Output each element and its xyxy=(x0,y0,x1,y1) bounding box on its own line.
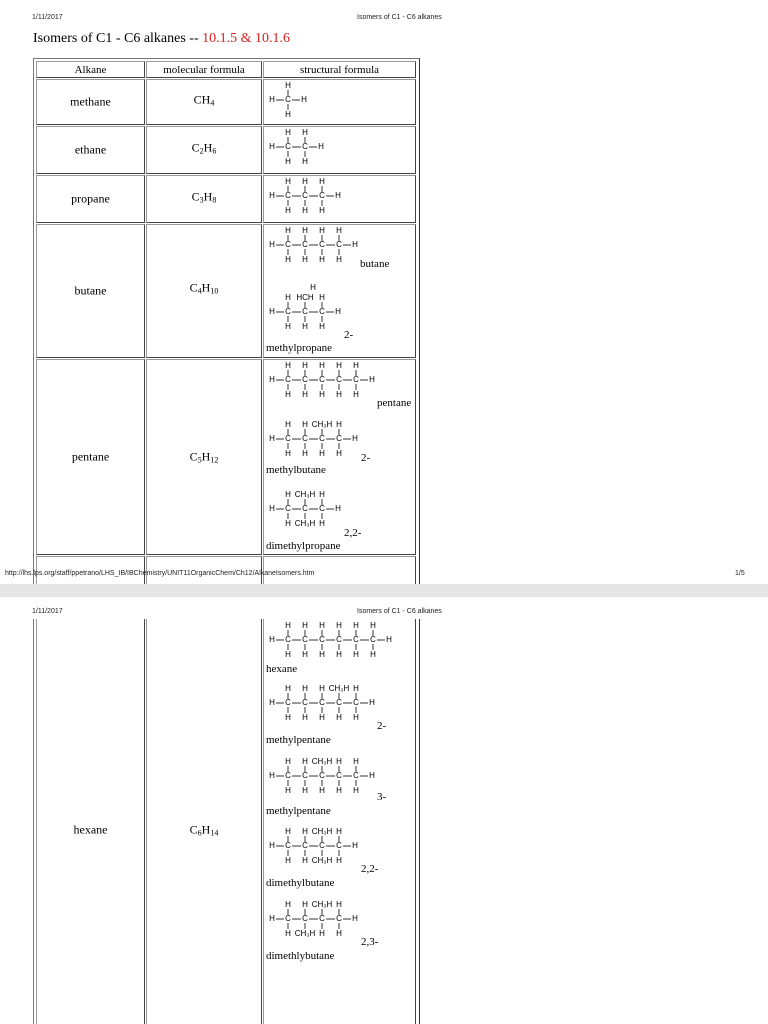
atom-h-left: H xyxy=(269,504,275,514)
atom-substituent-top: H xyxy=(319,621,325,631)
atom-carbon: C xyxy=(285,191,291,201)
atom-carbon: C xyxy=(285,698,291,708)
atom-substituent-bottom: H xyxy=(319,255,325,265)
atom-carbon: C xyxy=(336,914,342,924)
atom-substituent-bottom: H xyxy=(302,449,308,459)
isomer-label-2-2-dimethylbutane-prefix: 2,2- xyxy=(361,863,379,875)
isomer-table-continued xyxy=(33,619,420,1024)
footer-url[interactable]: http://lhs.lps.org/staff/ppetrano/LHS_IB/IBChemistry/UNIT11OrganicChem/Ch12/AlkaneIsomers.htm xyxy=(5,570,315,577)
atom-substituent-bottom: H xyxy=(302,390,308,400)
atom-h-right: H xyxy=(369,698,375,708)
atom-carbon: C xyxy=(302,914,308,924)
isomer-label-2-methylpentane-prefix: 2- xyxy=(377,720,387,732)
atom-carbon: C xyxy=(319,375,325,385)
atom-substituent-bottom: H xyxy=(319,650,325,660)
2-3-dimethylbutane-structure-diagram xyxy=(268,902,361,938)
atom-h-left: H xyxy=(269,698,275,708)
atom-h-left: H xyxy=(269,240,275,250)
document-page-2 xyxy=(0,597,768,1024)
atom-substituent-bottom: CH₃H xyxy=(311,856,333,866)
atom-substituent-bottom: H xyxy=(302,786,308,796)
3-methylpentane-structure-diagram xyxy=(268,759,378,795)
row-hexane-structure xyxy=(263,619,416,1024)
atom-substituent-top: H xyxy=(336,420,342,430)
butane-structure-diagram xyxy=(268,228,361,264)
atom-substituent-bottom: H xyxy=(285,786,291,796)
atom-h-right: H xyxy=(335,504,341,514)
atom-carbon: C xyxy=(302,698,308,708)
row-propane-structure xyxy=(263,175,416,223)
atom-carbon: C xyxy=(302,142,308,152)
atom-substituent-top: HCH xyxy=(296,293,314,303)
atom-substituent-top: H xyxy=(285,621,291,631)
atom-carbon: C xyxy=(319,191,325,201)
isomer-label-methylpropane: methylpropane xyxy=(266,342,332,354)
atom-substituent-bottom: H xyxy=(353,786,359,796)
atom-carbon: C xyxy=(353,375,359,385)
atom-substituent-top: H xyxy=(353,684,359,694)
atom-substituent-bottom: H xyxy=(302,255,308,265)
atom-substituent-top: H xyxy=(336,226,342,236)
atom-substituent-top: H xyxy=(319,293,325,303)
isomer-label-hexane: hexane xyxy=(266,663,298,675)
atom-substituent-top: H xyxy=(302,827,308,837)
isomer-label-2-prefix: 2- xyxy=(344,329,354,341)
row-ethane-name: ethane xyxy=(36,126,145,174)
row-methane-formula: $CH_4$ xyxy=(146,79,262,125)
atom-substituent-top: H xyxy=(336,757,342,767)
header-cell-molecular-formula: molecular formula xyxy=(146,61,262,78)
isomer-label-2-2-prefix: 2,2- xyxy=(344,527,362,539)
row-butane-structure xyxy=(263,224,416,358)
atom-substituent-bottom: H xyxy=(319,713,325,723)
atom-h-right: H xyxy=(335,191,341,201)
row-butane-formula: $C_4H_{10}$ xyxy=(146,224,262,358)
atom-substituent-top: H xyxy=(285,177,291,187)
row-hexane-formula: $C_6H_{14}$ xyxy=(146,619,262,1024)
atom-carbon: C xyxy=(285,142,291,152)
atom-carbon: C xyxy=(285,635,291,645)
row-propane-name: propane xyxy=(36,175,145,223)
atom-substituent-bottom: H xyxy=(285,255,291,265)
atom-substituent-top: CH₃H xyxy=(311,757,333,767)
atom-substituent-top: H xyxy=(370,621,376,631)
atom-carbon: C xyxy=(353,635,359,645)
row-ethane-formula: $C_2H_6$ xyxy=(146,126,262,174)
atom-substituent-bottom: H xyxy=(302,650,308,660)
atom-substituent-top: H xyxy=(319,490,325,500)
atom-carbon: C xyxy=(319,307,325,317)
row-methane-name: methane xyxy=(36,79,145,125)
title-reference: 10.1.5 & 10.1.6 xyxy=(202,31,291,46)
row-ethane-structure xyxy=(263,126,416,174)
atom-carbon: C xyxy=(336,771,342,781)
atom-substituent-bottom: H xyxy=(336,650,342,660)
atom-substituent-top: CH₃H xyxy=(294,490,316,500)
dimethylpropane-structure-diagram xyxy=(268,492,344,528)
atom-h-left: H xyxy=(269,375,275,385)
row-pentane-formula: $C_5H_{12}$ xyxy=(146,359,262,555)
atom-substituent-bottom: H xyxy=(319,519,325,529)
atom-carbon: C xyxy=(336,841,342,851)
atom-substituent-bottom: H xyxy=(336,786,342,796)
atom-carbon: C xyxy=(353,698,359,708)
atom-substituent-top: CH₃H xyxy=(311,827,333,837)
atom-substituent-top: H xyxy=(336,827,342,837)
atom-substituent-top: H xyxy=(285,226,291,236)
atom-substituent-bottom: H xyxy=(319,786,325,796)
atom-carbon: C xyxy=(302,375,308,385)
title-main: Isomers of C1 - C6 alkanes -- xyxy=(33,31,203,46)
atom-substituent-top: H xyxy=(285,293,291,303)
methylpropane-structure-diagram xyxy=(268,283,344,332)
atom-carbon: C xyxy=(319,771,325,781)
atom-substituent-bottom: H xyxy=(336,255,342,265)
isomer-label-3-methylpentane-prefix: 3- xyxy=(377,791,387,803)
atom-substituent-bottom: H xyxy=(285,519,291,529)
header-date: 1/11/2017 xyxy=(32,14,63,21)
atom-substituent-top: H xyxy=(285,900,291,910)
atom-substituent-bottom: H xyxy=(302,157,308,167)
methylbutane-structure-diagram xyxy=(268,422,361,458)
atom-carbon: C xyxy=(319,434,325,444)
isomer-label-3-methylpentane: methylpentane xyxy=(266,805,331,817)
atom-substituent-bottom: H xyxy=(353,650,359,660)
atom-substituent-top: H xyxy=(353,361,359,371)
atom-substituent-bottom: H xyxy=(319,449,325,459)
atom-carbon: C xyxy=(285,914,291,924)
isomer-label-pentane: pentane xyxy=(377,397,412,409)
atom-substituent-bottom: H xyxy=(285,929,291,939)
row-methane-structure xyxy=(263,79,416,125)
atom-substituent-top: H xyxy=(319,177,325,187)
isomer-label-2-3-dimethylbutane-prefix: 2,3- xyxy=(361,936,379,948)
atom-substituent-top: CH₃H xyxy=(328,684,350,694)
atom-carbon: C xyxy=(285,307,291,317)
atom-carbon: C xyxy=(302,307,308,317)
atom-substituent-top: H xyxy=(302,420,308,430)
atom-substituent-bottom: H xyxy=(353,390,359,400)
atom-substituent-bottom: H xyxy=(319,929,325,939)
ethane-structure-diagram xyxy=(268,130,327,166)
methane-structure-diagram xyxy=(268,83,310,119)
atom-substituent-top: H xyxy=(319,361,325,371)
atom-h-left: H xyxy=(269,635,275,645)
atom-carbon: C xyxy=(302,240,308,250)
atom-substituent-top: H xyxy=(319,226,325,236)
atom-substituent-top: H xyxy=(285,420,291,430)
atom-carbon: C xyxy=(336,698,342,708)
isomer-label-methylbutane: methylbutane xyxy=(266,464,326,476)
atom-substituent-bottom: H xyxy=(285,713,291,723)
atom-carbon: C xyxy=(302,841,308,851)
row-pentane-structure xyxy=(263,359,416,555)
atom-h-right: H xyxy=(386,635,392,645)
atom-carbon: C xyxy=(302,504,308,514)
atom-carbon: C xyxy=(319,635,325,645)
atom-substituent-top: H xyxy=(302,684,308,694)
row-hexane-name: hexane xyxy=(36,619,145,1024)
2-2-dimethylbutane-structure-diagram xyxy=(268,829,361,865)
atom-substituent-top: H xyxy=(285,684,291,694)
atom-h-left: H xyxy=(269,434,275,444)
atom-carbon: C xyxy=(302,191,308,201)
header-title-page-2: Isomers of C1 - C6 alkanes xyxy=(357,608,442,615)
atom-carbon: C xyxy=(285,504,291,514)
atom-carbon: C xyxy=(319,504,325,514)
atom-substituent-bottom: H xyxy=(336,856,342,866)
atom-h-right: H xyxy=(352,841,358,851)
atom-substituent-top: H xyxy=(285,361,291,371)
isomer-label-dimethlybutane: dimethlybutane xyxy=(266,950,335,962)
atom-carbon: C xyxy=(285,240,291,250)
atom-substituent-top: H xyxy=(285,81,291,91)
atom-carbon: C xyxy=(353,771,359,781)
isomer-label-methylpentane: methylpentane xyxy=(266,734,331,746)
atom-carbon: C xyxy=(285,95,291,105)
atom-substituent-bottom: H xyxy=(336,390,342,400)
atom-substituent-top: H xyxy=(302,757,308,767)
atom-substituent-top: CH₃H xyxy=(311,900,333,910)
header-cell-structural-formula: structural formula xyxy=(263,61,416,78)
atom-carbon: C xyxy=(336,434,342,444)
atom-substituent-top: H xyxy=(302,900,308,910)
atom-substituent-bottom: H xyxy=(285,856,291,866)
atom-substituent-top: H xyxy=(285,757,291,767)
row-pentane-name: pentane xyxy=(36,359,145,555)
atom-substituent-bottom: H xyxy=(302,713,308,723)
atom-carbon: C xyxy=(302,434,308,444)
atom-substituent-bottom: H xyxy=(285,206,291,216)
atom-h-right: H xyxy=(352,240,358,250)
isomer-label-dimethylpropane: dimethylpropane xyxy=(266,540,341,552)
row-butane-name: butane xyxy=(36,224,145,358)
atom-h-right: H xyxy=(352,434,358,444)
atom-substituent-top: H xyxy=(302,226,308,236)
atom-carbon: C xyxy=(319,914,325,924)
atom-substituent-top: H xyxy=(353,757,359,767)
atom-substituent-bottom: H xyxy=(302,322,308,332)
atom-substituent-bottom: CH₃H xyxy=(294,519,316,529)
isomer-table xyxy=(33,58,420,584)
atom-carbon: C xyxy=(336,240,342,250)
isomer-label-2-methylbutane-prefix: 2- xyxy=(361,452,371,464)
atom-carbon: C xyxy=(319,240,325,250)
atom-carbon: C xyxy=(285,434,291,444)
atom-h-right: H xyxy=(352,914,358,924)
atom-methyl-hydrogen: H xyxy=(310,283,316,293)
atom-substituent-bottom: H xyxy=(370,650,376,660)
atom-substituent-bottom: H xyxy=(285,322,291,332)
atom-carbon: C xyxy=(302,635,308,645)
atom-substituent-top: H xyxy=(336,900,342,910)
header-date-page-2: 1/11/2017 xyxy=(32,608,63,615)
propane-structure-diagram xyxy=(268,179,344,215)
atom-substituent-top: H xyxy=(336,361,342,371)
atom-substituent-top: H xyxy=(302,128,308,138)
atom-substituent-bottom: H xyxy=(285,110,291,120)
atom-substituent-top: H xyxy=(285,827,291,837)
atom-substituent-bottom: H xyxy=(285,650,291,660)
header-cell-alkane: Alkane xyxy=(36,61,145,78)
atom-substituent-top: H xyxy=(285,490,291,500)
atom-carbon: C xyxy=(285,375,291,385)
atom-substituent-bottom: H xyxy=(336,449,342,459)
atom-h-left: H xyxy=(269,307,275,317)
atom-h-right: H xyxy=(318,142,324,152)
page-title xyxy=(33,31,290,47)
footer-page-number: 1/5 xyxy=(735,570,745,577)
atom-h-left: H xyxy=(269,95,275,105)
atom-carbon: C xyxy=(319,698,325,708)
atom-h-left: H xyxy=(269,142,275,152)
pentane-structure-diagram xyxy=(268,363,378,399)
atom-h-left: H xyxy=(269,771,275,781)
atom-substituent-bottom: H xyxy=(285,449,291,459)
atom-carbon: C xyxy=(285,771,291,781)
atom-substituent-top: H xyxy=(302,621,308,631)
isomer-label-butane: butane xyxy=(360,258,390,270)
atom-substituent-bottom: H xyxy=(336,929,342,939)
atom-carbon: C xyxy=(370,635,376,645)
atom-h-right: H xyxy=(369,375,375,385)
atom-substituent-top: H xyxy=(319,684,325,694)
atom-substituent-bottom: H xyxy=(285,157,291,167)
hexane-structure-diagram xyxy=(268,623,395,659)
atom-h-left: H xyxy=(269,841,275,851)
atom-substituent-bottom: H xyxy=(319,206,325,216)
atom-substituent-bottom: H xyxy=(336,713,342,723)
atom-substituent-bottom: H xyxy=(302,856,308,866)
row-propane-formula: $C_3H_8$ xyxy=(146,175,262,223)
atom-h-right: H xyxy=(369,771,375,781)
atom-carbon: C xyxy=(285,841,291,851)
atom-h-right: H xyxy=(335,307,341,317)
atom-substituent-bottom: CH₃H xyxy=(294,929,316,939)
atom-substituent-top: H xyxy=(302,361,308,371)
atom-substituent-top: H xyxy=(353,621,359,631)
atom-substituent-bottom: H xyxy=(319,390,325,400)
atom-substituent-bottom: H xyxy=(319,322,325,332)
atom-carbon: C xyxy=(319,841,325,851)
atom-substituent-top: H xyxy=(336,621,342,631)
atom-h-left: H xyxy=(269,191,275,201)
atom-h-right: H xyxy=(301,95,307,105)
atom-h-left: H xyxy=(269,914,275,924)
atom-substituent-bottom: H xyxy=(285,390,291,400)
atom-substituent-top: H xyxy=(302,177,308,187)
atom-carbon: C xyxy=(336,635,342,645)
atom-substituent-bottom: H xyxy=(302,206,308,216)
atom-substituent-top: H xyxy=(285,128,291,138)
atom-carbon: C xyxy=(336,375,342,385)
atom-substituent-top: CH₃H xyxy=(311,420,333,430)
atom-carbon: C xyxy=(302,771,308,781)
2-methylpentane-structure-diagram xyxy=(268,686,378,722)
atom-substituent-bottom: H xyxy=(353,713,359,723)
header-title: Isomers of C1 - C6 alkanes xyxy=(357,14,442,21)
isomer-label-dimethylbutane: dimethylbutane xyxy=(266,877,335,889)
